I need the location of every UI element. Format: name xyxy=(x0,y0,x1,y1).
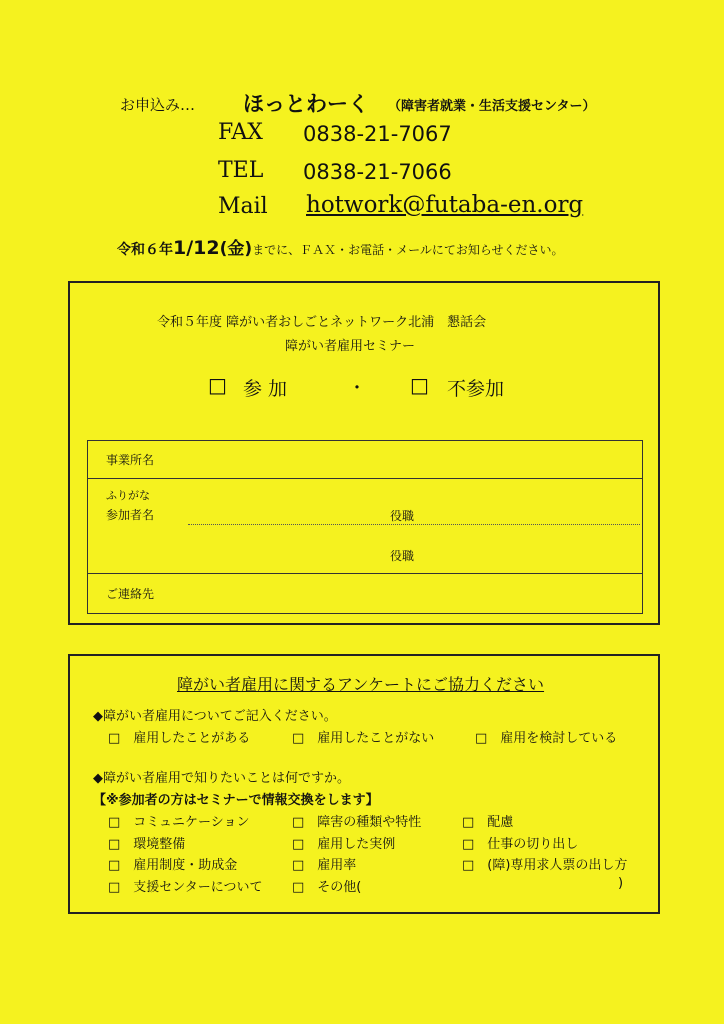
participant-name-label: 参加者名 xyxy=(106,508,155,522)
form-title: 令和５年度 障がい者おしごとネットワーク北浦 懇話会 xyxy=(157,315,487,330)
participant-note: 【※参加者の方はセミナーで情報交換をします】 xyxy=(93,793,379,808)
question-1: ◆障がい者雇用についてご記入ください。 xyxy=(93,709,337,724)
q1-option-not-hired[interactable]: □ 雇用したことがない xyxy=(292,731,435,746)
office-name-field[interactable] xyxy=(188,446,638,472)
q2-option-consideration[interactable]: □ 配慮 xyxy=(462,815,514,830)
furigana-label: ふりがな xyxy=(106,489,150,502)
q2-option-examples[interactable]: □ 雇用した実例 xyxy=(292,837,396,852)
q2-option-task-extraction[interactable]: □ 仕事の切り出し xyxy=(462,837,579,852)
q2-option-subsidies[interactable]: □ 雇用制度・助成金 xyxy=(108,858,238,873)
q2-option-disability-types[interactable]: □ 障害の種類や特性 xyxy=(292,815,422,830)
q1-option-hired[interactable]: □ 雇用したことがある xyxy=(108,731,251,746)
absent-label: 不参加 xyxy=(447,378,505,400)
row-divider xyxy=(87,573,643,574)
survey-title: 障がい者雇用に関するアンケートにご協力ください xyxy=(177,675,545,694)
q2-option-communication[interactable]: □ コミュニケーション xyxy=(108,815,250,830)
org-subtitle: （障害者就業・生活支援センター） xyxy=(388,99,596,114)
contact-field[interactable] xyxy=(188,578,638,610)
other-close-paren: ) xyxy=(618,876,624,891)
choice-separator: ・ xyxy=(348,378,366,399)
apply-prefix: お申込み… xyxy=(120,96,196,114)
tel-label: TEL xyxy=(218,158,264,183)
deadline-date: 1/12 xyxy=(173,237,220,259)
attend-label: 参 加 xyxy=(243,378,288,400)
position-label-2: 役職 xyxy=(390,549,415,563)
q2-option-support-center[interactable]: □ 支援センターについて xyxy=(108,880,263,895)
attend-checkbox[interactable]: □ xyxy=(208,373,227,397)
absent-checkbox[interactable]: □ xyxy=(410,373,429,397)
question-2: ◆障がい者雇用で知りたいことは何ですか。 xyxy=(93,771,350,786)
contact-label: ご連絡先 xyxy=(106,587,155,601)
fax-number: 0838-21-7067 xyxy=(303,122,452,146)
row-divider xyxy=(87,478,643,479)
q2-option-job-posting[interactable]: □ (障)専用求人票の出し方 xyxy=(462,858,628,873)
q2-option-employment-rate[interactable]: □ 雇用率 xyxy=(292,858,357,873)
mail-label: Mail xyxy=(218,194,268,219)
form-subtitle: 障がい者雇用セミナー xyxy=(285,339,416,354)
tel-number: 0838-21-7066 xyxy=(303,160,452,184)
deadline-day: (金) xyxy=(219,239,253,259)
org-name: ほっとわーく xyxy=(243,92,369,116)
deadline-era: 令和６年 xyxy=(117,242,173,258)
fax-label: FAX xyxy=(218,120,263,145)
deadline-text: までに、ＦＡＸ・お電話・メールにてお知らせください。 xyxy=(252,243,564,257)
participant-field[interactable] xyxy=(188,482,638,570)
q2-option-environment[interactable]: □ 環境整備 xyxy=(108,837,186,852)
deadline-line xyxy=(117,234,564,259)
q2-option-other[interactable]: □ その他( xyxy=(292,880,362,895)
office-name-label: 事業所名 xyxy=(106,453,155,467)
q1-option-considering[interactable]: □ 雇用を検討している xyxy=(475,731,618,746)
mail-link[interactable]: hotwork@futaba-en.org xyxy=(306,192,584,218)
position-label-1: 役職 xyxy=(390,509,415,523)
